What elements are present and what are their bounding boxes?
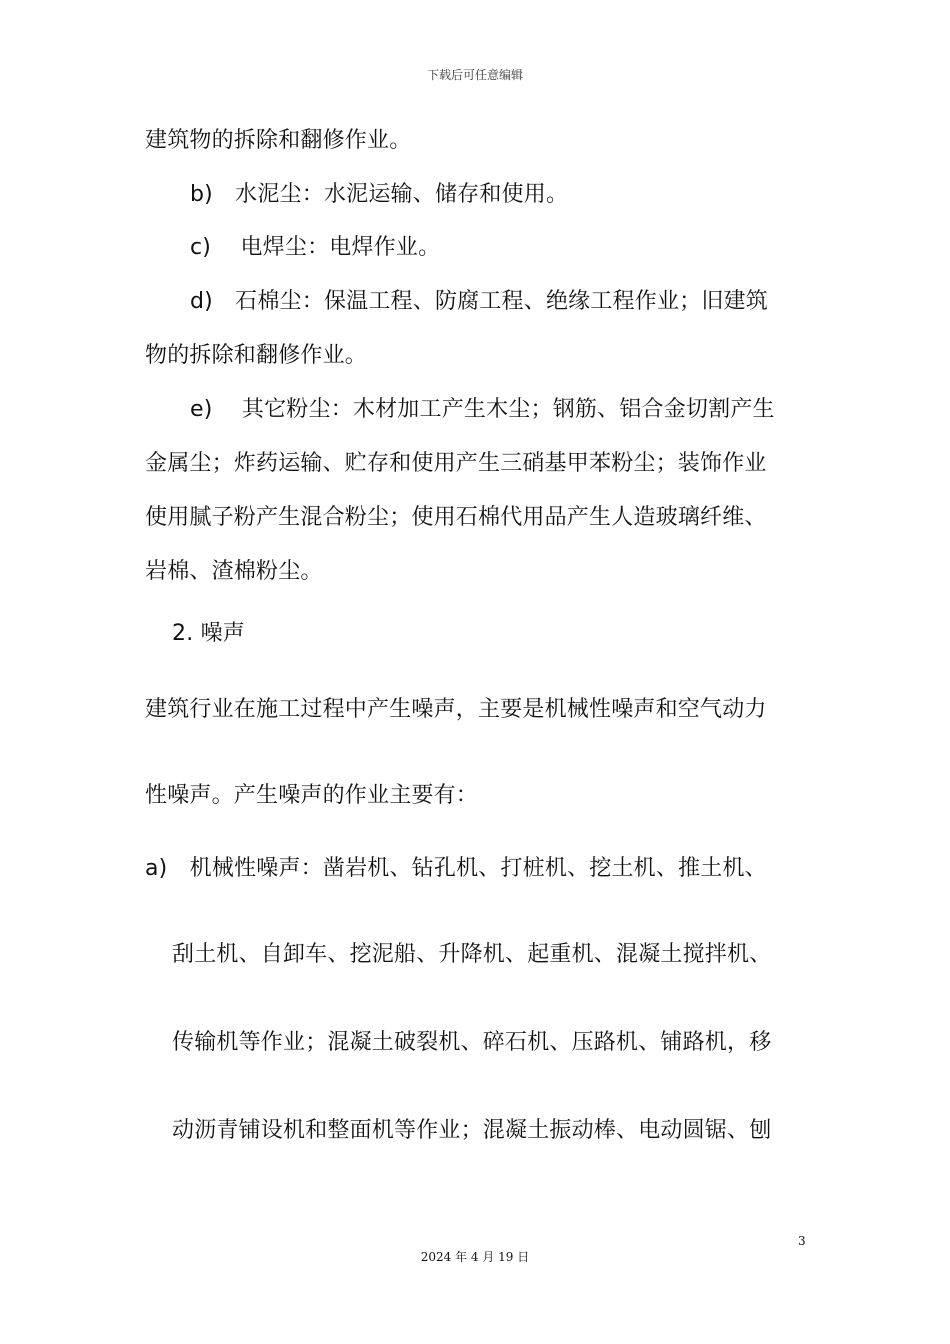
- list-item-b: b) 水泥尘：水泥运输、储存和使用。: [190, 182, 569, 207]
- text-line: 动沥青铺设机和整面机等作业；混凝土振动棒、电动圆锯、刨: [172, 1118, 772, 1143]
- text-line: 金属尘；炸药运输、贮存和使用产生三硝基甲苯粉尘；装饰作业: [145, 451, 767, 476]
- text-line: 物的拆除和翻修作业。: [145, 343, 368, 368]
- page-number: 3: [798, 1234, 806, 1248]
- list-item-c: c) 电焊尘：电焊作业。: [190, 235, 441, 260]
- page-header: 下载后可任意编辑: [426, 68, 523, 82]
- text-line: 建筑行业在施工过程中产生噪声，主要是机械性噪声和空气动力: [145, 697, 767, 722]
- text-line: 建筑物的拆除和翻修作业。: [145, 128, 412, 153]
- footer-date: 2024 年 4 月 19 日: [420, 1250, 530, 1264]
- list-item-d: d) 石棉尘：保温工程、防腐工程、绝缘工程作业；旧建筑: [190, 289, 768, 314]
- list-item-e: e) 其它粉尘：木材加工产生木尘；钢筋、铝合金切割产生: [190, 397, 775, 422]
- text-line: 岩棉、渣棉粉尘。: [145, 559, 323, 584]
- list-item-a: a) 机械性噪声：凿岩机、钻孔机、打桩机、挖土机、推土机、: [145, 856, 767, 881]
- section-heading: 2. 噪声: [172, 621, 245, 646]
- text-line: 传输机等作业；混凝土破裂机、碎石机、压路机、铺路机，移: [172, 1030, 772, 1055]
- text-line: 使用腻子粉产生混合粉尘；使用石棉代用品产生人造玻璃纤维、: [145, 505, 767, 530]
- text-line: 刮土机、自卸车、挖泥船、升降机、起重机、混凝土搅拌机、: [172, 942, 772, 967]
- text-line: 性噪声。产生噪声的作业主要有：: [145, 783, 479, 808]
